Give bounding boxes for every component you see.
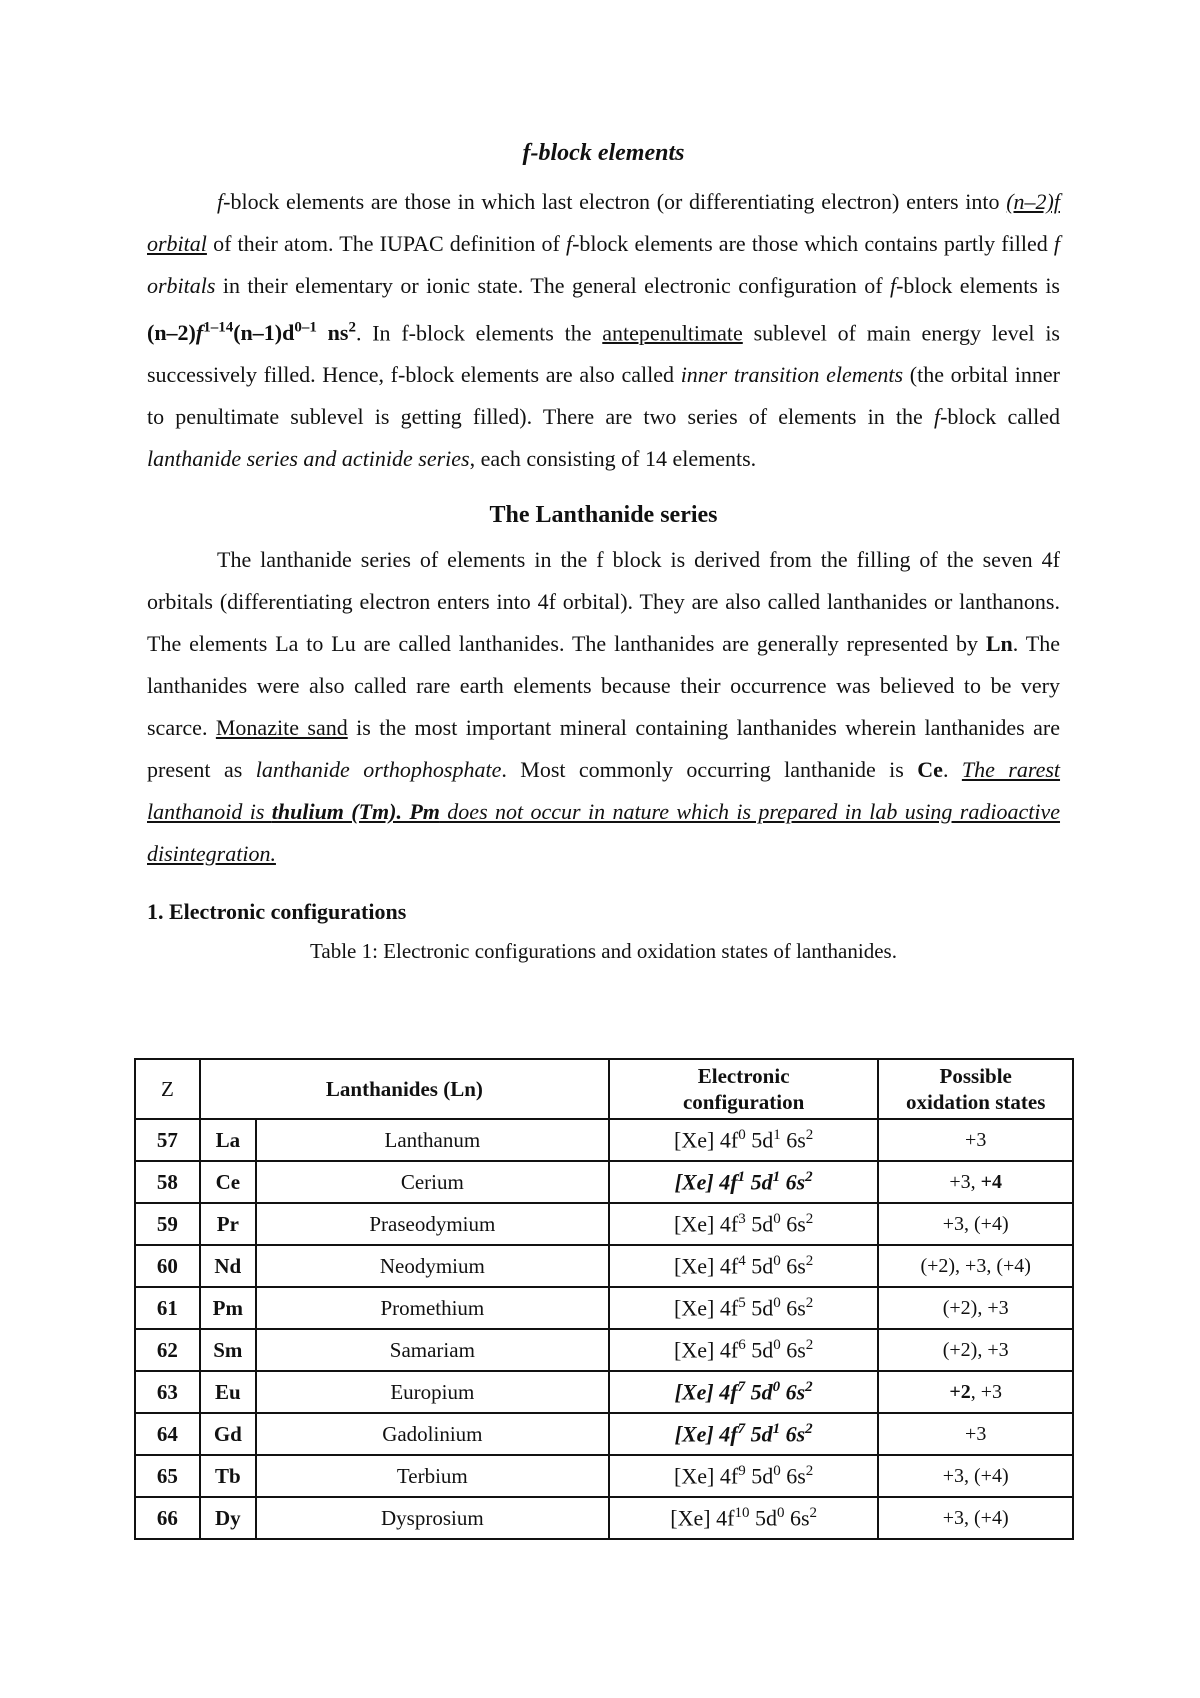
cell-element-name: Promethium [256, 1287, 609, 1329]
cell-symbol: Sm [200, 1329, 256, 1371]
header-z: Z [135, 1059, 200, 1119]
cell-oxidation-states: (+2), +3, (+4) [878, 1245, 1073, 1287]
table-row [135, 1161, 1073, 1203]
cell-symbol: Dy [200, 1497, 256, 1539]
header-lanthanides: Lanthanides (Ln) [200, 1059, 609, 1119]
page-title: f-block elements [522, 140, 685, 166]
header-oxidation-states: Possible oxidation states [878, 1059, 1073, 1119]
cell-configuration: [Xe] $4f^1$ $5d^1$ $6s^2$ [609, 1161, 878, 1203]
table-header-row [135, 1059, 1073, 1119]
cell-element-name: Europium [256, 1371, 609, 1413]
section-heading-lanthanide: The Lanthanide series [489, 502, 718, 529]
orbital-term: (n–2)f orbital [147, 189, 1060, 256]
cell-z: 66 [135, 1497, 200, 1539]
table-row [135, 1119, 1073, 1161]
cell-element-name: Neodymium [256, 1245, 609, 1287]
cell-element-name: Praseodymium [256, 1203, 609, 1245]
cell-symbol: Pr [200, 1203, 256, 1245]
cell-element-name: Gadolinium [256, 1413, 609, 1455]
cell-configuration: [Xe] $4f^6$ $5d^0$ $6s^2$ [609, 1329, 878, 1371]
cell-z: 57 [135, 1119, 200, 1161]
table-row [135, 1497, 1073, 1539]
lanthanide-paragraph: The lanthanide series of elements in the f block is derived from the filling of the seven 4f orbitals (differentiating electron enters into 4f orbital). They are also called lanthanides or lanthanons. The elements La to Lu are called lanthanides. The lanthanides are generally represented by Ln. The lanthanides were also called rare earth elements because their occurrence was believed to be very scarce. Monazite sand is the most important mineral containing lanthanides wherein lanthanides are present as lanthanide orthophosphate. Most commonly occurring lanthanide is Ce. The rarest lanthanoid is thulium (Tm). Pm does not occur in nature which is prepared in lab using radioactive disintegration. [147, 547, 1061, 867]
cell-oxidation-states: (+2), +3 [878, 1287, 1073, 1329]
table-row [135, 1203, 1073, 1245]
cell-symbol: Pm [200, 1287, 256, 1329]
table-row [135, 1287, 1073, 1329]
cell-oxidation-states: +3, (+4) [878, 1203, 1073, 1245]
cell-oxidation-states: +2, +3 [878, 1371, 1073, 1413]
cell-oxidation-states: +3, (+4) [878, 1497, 1073, 1539]
intro-paragraph: f-block elements are those in which last electron (or differentiating electron) enters into (n–2)f orbital of their atom. The IUPAC definition of f-block elements are those which contains partly filled f orbitals in their elementary or ionic state. The general electronic configuration of f-block elements is $(n-2)f^{1-14}(n-1)d^{0-1}$ $ns^2$. In f-block elements the antepenultimate sublevel of main energy level is successively filled. Hence, f-block elements are also called inner transition elements (the orbital inner to penultimate sublevel is getting filled). There are two series of elements in the f-block called lanthanide series and actinide series, each consisting of 14 elements. [147, 189, 1060, 472]
cell-element-name: Cerium [256, 1161, 609, 1203]
cell-element-name: Lanthanum [256, 1119, 609, 1161]
cell-configuration: [Xe] $4f^5$ $5d^0$ $6s^2$ [609, 1287, 878, 1329]
cell-configuration: [Xe] $4f^7$ $5d^0$ $6s^2$ [609, 1371, 878, 1413]
cell-symbol: Gd [200, 1413, 256, 1455]
cell-oxidation-states: +3, +4 [878, 1161, 1073, 1203]
cell-z: 63 [135, 1371, 200, 1413]
cell-configuration: [Xe] $4f^0$ $5d^1$ $6s^2$ [609, 1119, 878, 1161]
cell-z: 64 [135, 1413, 200, 1455]
cell-z: 58 [135, 1161, 200, 1203]
cell-element-name: Samariam [256, 1329, 609, 1371]
table-body [135, 1119, 1073, 1539]
cell-oxidation-states: +3, (+4) [878, 1455, 1073, 1497]
cell-symbol: La [200, 1119, 256, 1161]
cell-configuration: [Xe] $4f^4$ $5d^0$ $6s^2$ [609, 1245, 878, 1287]
cell-symbol: Eu [200, 1371, 256, 1413]
table-row [135, 1455, 1073, 1497]
lanthanide-table [134, 1058, 1074, 1540]
cell-oxidation-states: +3 [878, 1119, 1073, 1161]
cell-oxidation-states: +3 [878, 1413, 1073, 1455]
cell-z: 59 [135, 1203, 200, 1245]
cell-configuration: [Xe] $4f^{10}$ $5d^0$ $6s^2$ [609, 1497, 878, 1539]
cell-symbol: Nd [200, 1245, 256, 1287]
cell-element-name: Dysprosium [256, 1497, 609, 1539]
cell-z: 61 [135, 1287, 200, 1329]
cell-symbol: Tb [200, 1455, 256, 1497]
cell-z: 65 [135, 1455, 200, 1497]
document-body [147, 140, 1060, 968]
cell-oxidation-states: (+2), +3 [878, 1329, 1073, 1371]
cell-configuration: [Xe] $4f^9$ $5d^0$ $6s^2$ [609, 1455, 878, 1497]
cell-element-name: Terbium [256, 1455, 609, 1497]
cell-configuration: [Xe] $4f^7$ $5d^1$ $6s^2$ [609, 1413, 878, 1455]
table-caption: Table 1: Electronic configurations and oxidation states of lanthanides. [310, 939, 897, 964]
table-row [135, 1371, 1073, 1413]
subheading-electronic-configurations: 1. Electronic configurations [147, 899, 407, 925]
general-configuration-formula: $(n-2)f^{1-14}(n-1)d^{0-1}$ $ns^2$ [147, 320, 356, 346]
table-row [135, 1329, 1073, 1371]
antepenultimate-term: antepenultimate [602, 320, 743, 346]
table-row [135, 1245, 1073, 1287]
cell-z: 62 [135, 1329, 200, 1371]
rarest-note: The rarest lanthanoid is thulium (Tm). Pm does not occur in nature which is prepared in lab using radioactive disintegration. [147, 757, 1061, 867]
monazite-term: Monazite sand [215, 715, 348, 741]
cell-z: 60 [135, 1245, 200, 1287]
table-row [135, 1413, 1073, 1455]
cell-symbol: Ce [200, 1161, 256, 1203]
header-configuration: Electronic configuration [609, 1059, 878, 1119]
cell-configuration: [Xe] $4f^3$ $5d^0$ $6s^2$ [609, 1203, 878, 1245]
intro-italic-f: f [217, 189, 224, 214]
